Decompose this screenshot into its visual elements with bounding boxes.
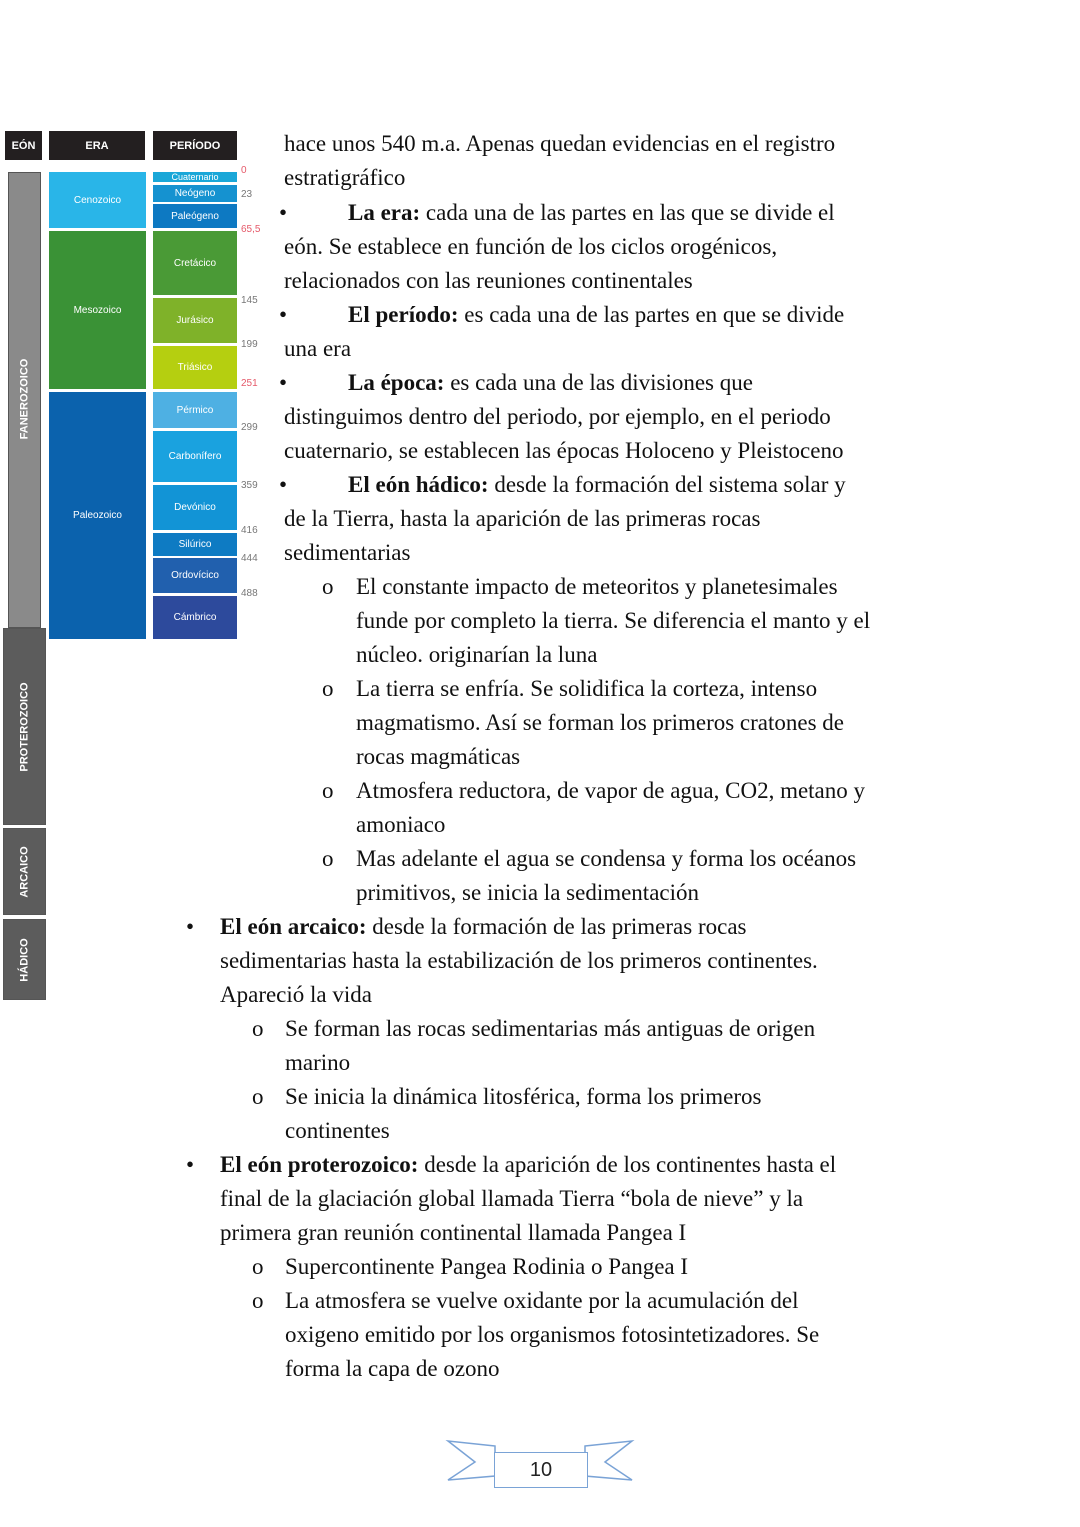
text-line: Atmosfera reductora, de vapor de agua, CO2, metano y [356, 778, 866, 803]
bullet-icon: • [186, 1152, 195, 1177]
text-line: primera gran reunión continental llamada Pangea I [220, 1220, 687, 1245]
eon-label: PROTEROZOICO [18, 681, 31, 772]
period-block: Cretácico [153, 231, 237, 295]
text-line: hace unos 540 m.a. Apenas quedan evidencias en el registro [284, 131, 836, 156]
term-label: La era: [348, 200, 421, 225]
text-line [348, 199, 835, 227]
period-block: Carbonífero [153, 431, 237, 482]
period-block: Cámbrico [153, 596, 237, 639]
text-line: distinguimos dentro del periodo, por ejemplo, en el periodo [284, 404, 831, 429]
sub-bullet-icon: o [252, 1084, 264, 1109]
period-block: Jurásico [153, 298, 237, 343]
age-label: 444 [241, 553, 258, 564]
text-line: La tierra se enfría. Se solidifica la corteza, intenso [356, 676, 818, 701]
sub-bullet-icon: o [252, 1254, 264, 1279]
age-label: 65,5 [241, 224, 261, 235]
sub-bullet-icon: o [322, 676, 334, 701]
term-label: El eón hádico: [348, 472, 489, 497]
eon-arcaico [3, 828, 46, 915]
text-line: La atmosfera se vuelve oxidante por la acumulación del [285, 1288, 799, 1313]
text-line: estratigráfico [284, 165, 406, 190]
eon-proterozoico [3, 628, 46, 825]
definition-text: es cada una de las partes en que se divide [464, 302, 845, 327]
term-label: El período: [348, 302, 459, 327]
definition-text: desde la formación del sistema solar y [494, 472, 846, 497]
age-label: 488 [241, 588, 258, 599]
eon-label: HÁDICO [18, 937, 31, 982]
age-label: 199 [241, 339, 258, 350]
text-line: núcleo. originarían la luna [356, 642, 598, 667]
eon-hádico [3, 919, 46, 1000]
page-number: 10 [494, 1452, 588, 1488]
text-line [348, 471, 846, 499]
period-block: Triásico [153, 346, 237, 389]
eon-label: FANEROZOICO [18, 358, 31, 440]
text-line: amoniaco [356, 812, 446, 837]
bullet-icon: • [279, 302, 288, 327]
sub-bullet-icon: o [322, 846, 334, 871]
text-line: final de la glaciación global llamada Tierra “bola de nieve” y la [220, 1186, 804, 1211]
text-line [348, 301, 844, 329]
term-label: La época: [348, 370, 445, 395]
definition-text: desde la aparición de los continentes hasta el [424, 1152, 837, 1177]
period-block: Neógeno [153, 185, 237, 202]
header-period: PERÍODO [153, 131, 237, 160]
text-line: magmatismo. Así se forman los primeros cratones de [356, 710, 845, 735]
sub-bullet-icon: o [252, 1288, 264, 1313]
term-label: El eón arcaico: [220, 914, 367, 939]
definition-text: cada una de las partes en las que se divide el [425, 200, 835, 225]
age-label: 416 [241, 525, 258, 536]
text-line: Se inicia la dinámica litosférica, forma los primeros [285, 1084, 762, 1109]
bullet-icon: • [279, 472, 288, 497]
bullet-icon: • [279, 370, 288, 395]
age-label: 23 [241, 189, 253, 200]
sub-bullet-icon: o [322, 574, 334, 599]
text-line: oxigeno emitido por los organismos fotosintetizadores. Se [285, 1322, 820, 1347]
text-line: marino [285, 1050, 351, 1075]
era-block: Mesozoico [49, 231, 146, 389]
text-line: continentes [285, 1118, 390, 1143]
header-eon: EÓN [5, 131, 42, 160]
header-era: ERA [49, 131, 145, 160]
sub-bullet-icon: o [322, 778, 334, 803]
text-line: Se forman las rocas sedimentarias más antiguas de origen [285, 1016, 816, 1041]
text-line: de la Tierra, hasta la aparición de las primeras rocas [284, 506, 761, 531]
text-line: Supercontinente Pangea Rodinia o Pangea I [285, 1254, 689, 1279]
text-line: una era [284, 336, 352, 361]
text-line: forma la capa de ozono [285, 1356, 500, 1381]
text-line: cuaternario, se establecen las épocas Holoceno y Pleistoceno [284, 438, 844, 463]
period-block: Devónico [153, 485, 237, 530]
text-line: rocas magmáticas [356, 744, 521, 769]
eon-fanerozoico [8, 172, 41, 628]
text-line: funde por completo la tierra. Se diferencia el manto y el [356, 608, 871, 633]
text-line: Mas adelante el agua se condensa y forma los océanos [356, 846, 857, 871]
definition-text: es cada una de las divisiones que [450, 370, 753, 395]
era-block: Cenozoico [49, 172, 146, 228]
text-line: El constante impacto de meteoritos y planetesimales [356, 574, 838, 599]
bullet-icon: • [279, 200, 288, 225]
text-line [348, 369, 753, 397]
sub-bullet-icon: o [252, 1016, 264, 1041]
age-label: 251 [241, 378, 258, 389]
term-label: El eón proterozoico: [220, 1152, 419, 1177]
text-line: relacionados con las reuniones continentales [284, 268, 693, 293]
period-block: Paleógeno [153, 204, 237, 228]
text-line: primitivos, se inicia la sedimentación [356, 880, 700, 905]
era-block: Paleozoico [49, 392, 146, 639]
age-label: 0 [241, 165, 247, 176]
age-label: 359 [241, 480, 258, 491]
text-line [220, 913, 746, 941]
age-label: 299 [241, 422, 258, 433]
period-block: Pérmico [153, 392, 237, 428]
period-block: Ordovícico [153, 558, 237, 593]
definition-text: desde la formación de las primeras rocas [372, 914, 747, 939]
text-line: eón. Se establece en función de los ciclos orogénicos, [284, 234, 778, 259]
age-label: 145 [241, 295, 258, 306]
text-line: Apareció la vida [220, 982, 372, 1007]
bullet-icon: • [186, 914, 195, 939]
period-block: Cuaternario [153, 172, 237, 182]
text-line: sedimentarias hasta la estabilización de los primeros continentes. [220, 948, 818, 973]
eon-label: ARCAICO [18, 845, 31, 898]
text-line: sedimentarias [284, 540, 411, 565]
text-line [220, 1151, 836, 1179]
period-block: Silúrico [153, 533, 237, 556]
